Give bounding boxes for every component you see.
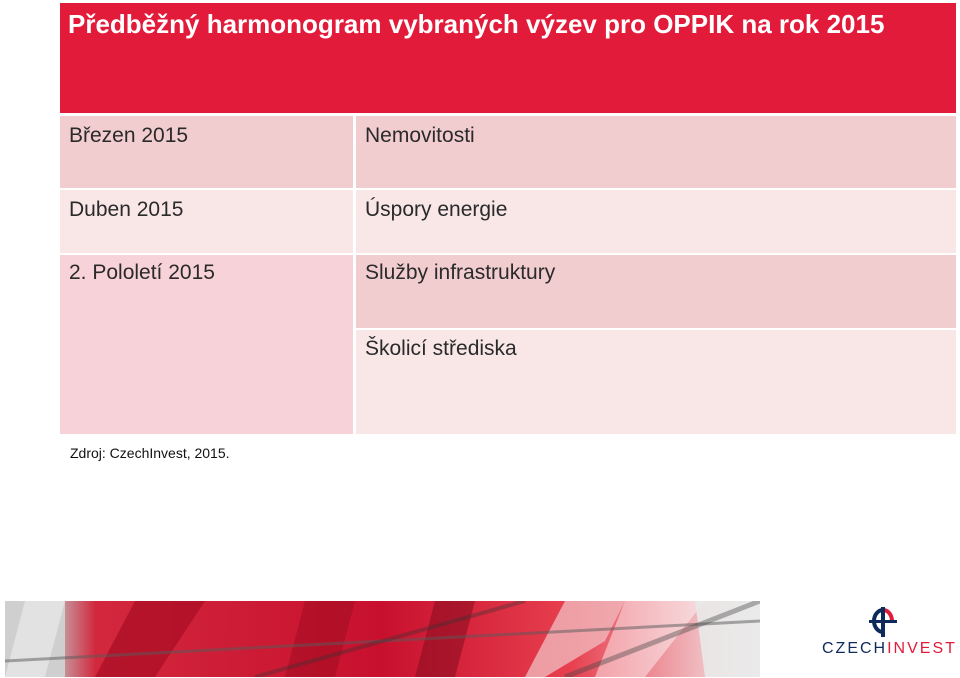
- table-row-period-cell: [60, 190, 353, 253]
- call-label: Nemovitosti: [365, 124, 475, 147]
- period-label: Duben 2015: [69, 198, 184, 221]
- table-row-period-cell: [60, 255, 353, 434]
- call-label: Služby infrastruktury: [365, 261, 556, 284]
- logo-wordmark-part-2: INVEST: [887, 640, 957, 657]
- call-label: Školicí střediska: [365, 337, 517, 360]
- table-row-call-cell: [356, 116, 956, 188]
- table-row-period-cell: [60, 116, 353, 188]
- logo-wordmark-part-1: CZECH: [822, 640, 888, 657]
- table-row-call-cell: [356, 255, 956, 328]
- table-row-call-cell: [356, 330, 956, 434]
- call-label: Úspory energie: [365, 198, 508, 221]
- table-row-call-cell: [356, 190, 956, 253]
- decorative-photo-band: [5, 601, 760, 677]
- period-label: 2. Pololetí 2015: [69, 261, 215, 284]
- page-title: Předběžný harmonogram vybraných výzev pro OPPIK na rok 2015: [68, 9, 885, 39]
- period-label: Březen 2015: [69, 124, 189, 147]
- source-note: Zdroj: CzechInvest, 2015.: [70, 445, 230, 461]
- czechinvest-emblem-icon: [820, 607, 946, 641]
- logo-wordmark: [822, 640, 957, 658]
